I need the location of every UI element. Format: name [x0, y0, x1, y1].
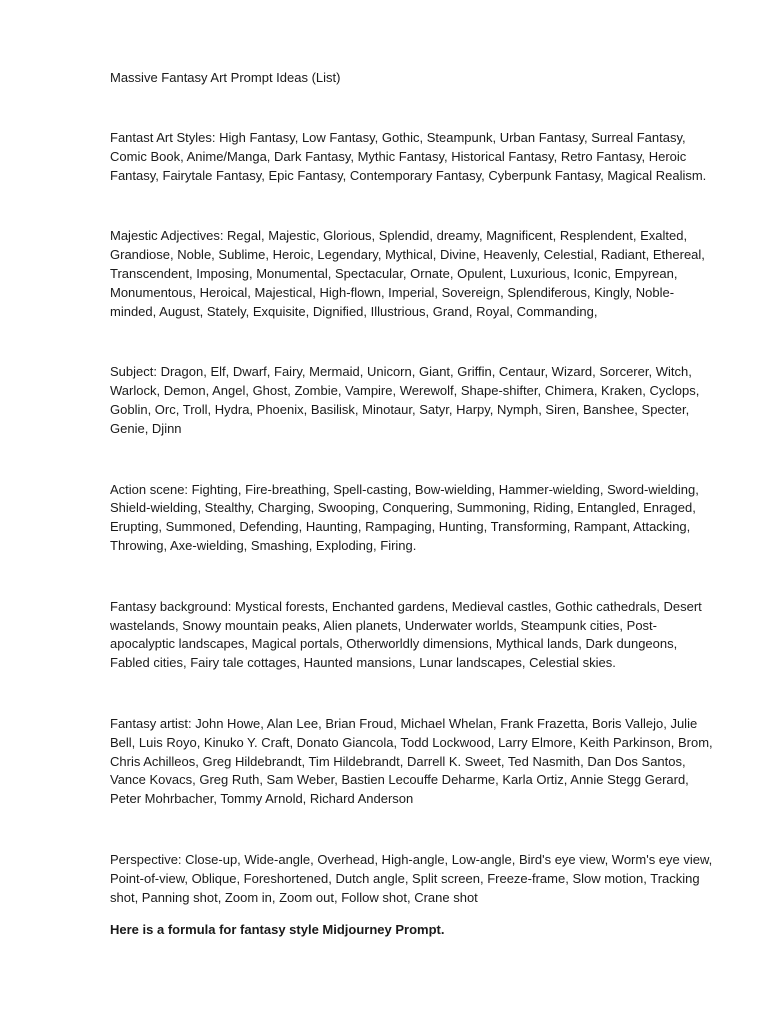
art-styles-paragraph: Fantast Art Styles: High Fantasy, Low Fantasy, Gothic, Steampunk, Urban Fantasy, Surreal Fantasy, Comic Book, Anime/Manga, Dark Fantasy, Mythic Fantasy, Historical Fantasy, Retro Fantasy, Heroic Fantasy, Fairytale Fantasy, Epic Fantasy, Contemporary Fantasy, Cyberpunk Fantasy, Magical Realism. — [110, 130, 707, 183]
fantasy-artist-paragraph: Fantasy artist: John Howe, Alan Lee, Brian Froud, Michael Whelan, Frank Frazetta, Boris Vallejo, Julie Bell, Luis Royo, Kinuko Y. Craft, Donato Giancola, Todd Lockwood, Larry Elmore, Keith Parkinson, Brom, Chris Achilleos, Greg Hildebrandt, Tim Hildebrandt, Darrell K. Sweet, Ted Nasmith, Dan Dos Santos, Vance Kovacs, Greg Ruth, Sam Weber, Bastien Lecouffe Deharme, Karla Ortiz, Annie Stegg Gerard, Peter Mohrbacher, Tommy Arnold, Richard Anderson — [110, 715, 713, 807]
perspective-paragraph: Perspective: Close-up, Wide-angle, Overhead, High-angle, Low-angle, Bird's eye view, Worm's eye view, Point-of-view, Oblique, Foreshortened, Dutch angle, Split screen, Freeze-frame, Slow motion, Tracking shot, Panning shot, Zoom in, Zoom out, Follow shot, Crane shot — [110, 851, 713, 905]
formula-heading: Here is a formula for fantasy style Midjourney Prompt. — [110, 922, 445, 938]
majestic-adjectives-paragraph: Majestic Adjectives: Regal, Majestic, Glorious, Splendid, dreamy, Magnificent, Resplendent, Exalted, Grandiose, Noble, Sublime, Heroic, Legendary, Mythical, Divine, Heavenly, Celestial, Radiant, Ethereal, Transcendent, Imposing, Monumental, Spectacular, Ornate, Opulent, Luxurious, Iconic, Empyrean, Monumentous, Heroical, Majestical, High-flown, Imperial, Sovereign, Splendiferous, Kingly, Noble-minded, August, Stately, Exquisite, Dignified, Illustrious, Grand, Royal, Commanding, — [110, 228, 705, 319]
document-page — [110, 68, 716, 939]
document-title: Massive Fantasy Art Prompt Ideas (List) — [110, 70, 341, 85]
subject-paragraph: Subject: Dragon, Elf, Dwarf, Fairy, Mermaid, Unicorn, Giant, Griffin, Centaur, Wizard, Sorcerer, Witch, Warlock, Demon, Angel, Ghost, Zombie, Vampire, Werewolf, Shape-shifter, Chimera, Kraken, Cyclops, Goblin, Orc, Troll, Hydra, Phoenix, Basilisk, Minotaur, Satyr, Harpy, Nymph, Siren, Banshee, Specter, Genie, Djinn — [110, 364, 700, 436]
action-scene-paragraph: Action scene: Fighting, Fire-breathing, Spell-casting, Bow-wielding, Hammer-wielding, Sword-wielding, Shield-wielding, Stealthy, Charging, Swooping, Conquering, Summoning, Riding, Entangled, Enraged, Erupting, Summoned, Defending, Haunting, Rampaging, Hunting, Transforming, Rampant, Attacking, Throwing, Axe-wielding, Smashing, Exploding, Firing. — [110, 481, 699, 553]
fantasy-background-paragraph: Fantasy background: Mystical forests, Enchanted gardens, Medieval castles, Gothic cathedrals, Desert wastelands, Snowy mountain peaks, Alien planets, Underwater worlds, Steampunk cities, Post-apocalyptic landscapes, Magical portals, Otherworldly dimensions, Mythical lands, Dark dungeons, Fabled cities, Fairy tale cottages, Haunted mansions, Lunar landscapes, Celestial skies. — [110, 598, 702, 671]
